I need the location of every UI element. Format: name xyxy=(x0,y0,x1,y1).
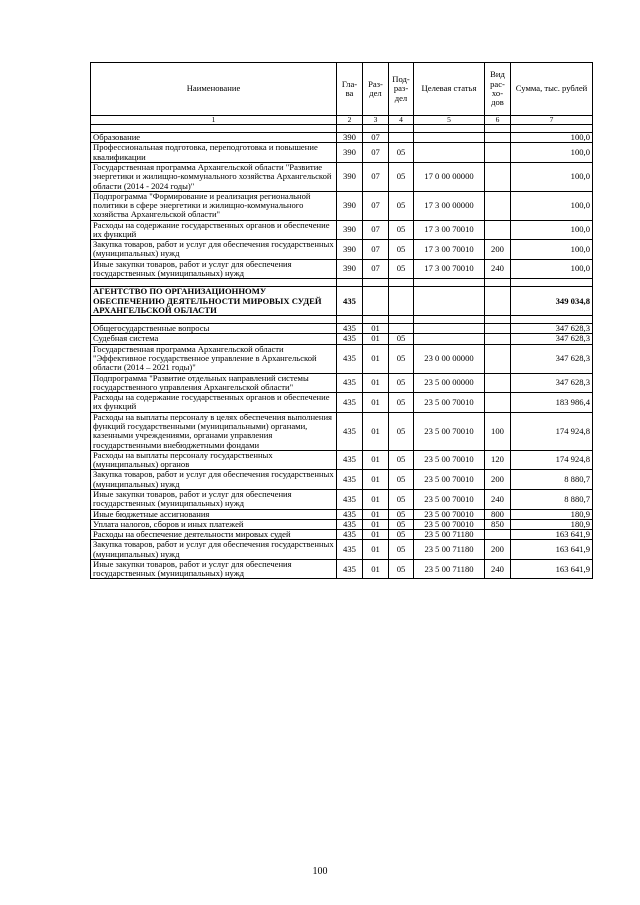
empty-cell xyxy=(414,125,485,133)
row-target-article: 17 3 00 70010 xyxy=(414,220,485,240)
row-chapter: 390 xyxy=(337,143,363,163)
row-subsection: 05 xyxy=(389,259,414,279)
row-subsection: 05 xyxy=(389,373,414,393)
row-sum: 180,9 xyxy=(511,519,593,529)
row-target-article: 17 3 00 70010 xyxy=(414,240,485,260)
budget-table xyxy=(90,62,593,579)
row-section: 01 xyxy=(363,393,389,413)
row-target-article: 23 5 00 70010 xyxy=(414,489,485,509)
col-number: 4 xyxy=(389,116,414,125)
row-sum: 347 628,3 xyxy=(511,373,593,393)
row-sum: 174 924,8 xyxy=(511,450,593,470)
row-expense-type xyxy=(485,324,511,334)
row-expense-type: 800 xyxy=(485,509,511,519)
row-section: 01 xyxy=(363,412,389,450)
row-target-article: 17 3 00 00000 xyxy=(414,191,485,220)
table-row xyxy=(91,259,593,279)
row-subsection: 05 xyxy=(389,191,414,220)
row-subsection: 05 xyxy=(389,540,414,560)
row-expense-type xyxy=(485,393,511,413)
row-target-article: 23 5 00 71180 xyxy=(414,540,485,560)
row-section: 01 xyxy=(363,540,389,560)
row-chapter: 390 xyxy=(337,220,363,240)
table-row xyxy=(91,393,593,413)
table-row xyxy=(91,373,593,393)
row-name: Расходы на содержание государственных органов и обеспечение их функций xyxy=(91,393,337,413)
table-row xyxy=(91,540,593,560)
row-name: Иные закупки товаров, работ и услуг для обеспечения государственных (муниципальных) нужд xyxy=(91,259,337,279)
col-number: 1 xyxy=(91,116,337,125)
row-sum: 163 641,9 xyxy=(511,559,593,579)
row-name: Закупка товаров, работ и услуг для обеспечения государственных (муниципальных) нужд xyxy=(91,240,337,260)
row-subsection: 05 xyxy=(389,450,414,470)
row-chapter: 435 xyxy=(337,344,363,373)
row-section: 01 xyxy=(363,470,389,490)
row-target-article: 23 0 00 00000 xyxy=(414,344,485,373)
row-sum: 347 628,3 xyxy=(511,344,593,373)
empty-cell xyxy=(337,279,363,287)
row-subsection: 05 xyxy=(389,509,414,519)
table-body xyxy=(91,125,593,579)
row-section: 01 xyxy=(363,450,389,470)
empty-cell xyxy=(91,279,337,287)
row-chapter: 435 xyxy=(337,559,363,579)
table-row xyxy=(91,412,593,450)
row-expense-type xyxy=(485,344,511,373)
row-name: Расходы на обеспечение деятельности мировых судей xyxy=(91,530,337,540)
row-section: 07 xyxy=(363,191,389,220)
row-target-article xyxy=(414,133,485,143)
row-name: Профессиональная подготовка, переподготовка и повышение квалификации xyxy=(91,143,337,163)
row-subsection: 05 xyxy=(389,559,414,579)
row-subsection: 05 xyxy=(389,489,414,509)
col-number: 5 xyxy=(414,116,485,125)
row-section: 01 xyxy=(363,489,389,509)
row-expense-type: 100 xyxy=(485,412,511,450)
row-subsection: 05 xyxy=(389,220,414,240)
row-section xyxy=(363,287,389,316)
row-section: 07 xyxy=(363,162,389,191)
spacer-row xyxy=(91,279,593,287)
empty-cell xyxy=(91,316,337,324)
row-section: 07 xyxy=(363,259,389,279)
row-section: 07 xyxy=(363,220,389,240)
table-row xyxy=(91,191,593,220)
row-target-article: 23 5 00 70010 xyxy=(414,519,485,529)
empty-cell xyxy=(485,279,511,287)
table-row xyxy=(91,509,593,519)
row-chapter: 435 xyxy=(337,373,363,393)
row-subsection xyxy=(389,287,414,316)
row-subsection: 05 xyxy=(389,530,414,540)
row-sum: 8 880,7 xyxy=(511,489,593,509)
row-name: Расходы на выплаты персоналу в целях обеспечения выполнения функций государственными (муниципальными) органами, казенными учреждениями, органами управления государственными внебюджетными фондами xyxy=(91,412,337,450)
empty-cell xyxy=(337,316,363,324)
header-chapter: Гла-ва xyxy=(337,63,363,116)
header-name: Наименование xyxy=(91,63,337,116)
row-section: 01 xyxy=(363,344,389,373)
row-subsection: 05 xyxy=(389,143,414,163)
row-section: 01 xyxy=(363,334,389,344)
row-target-article xyxy=(414,143,485,163)
row-sum: 349 034,8 xyxy=(511,287,593,316)
row-sum: 100,0 xyxy=(511,220,593,240)
table-row xyxy=(91,334,593,344)
row-chapter: 435 xyxy=(337,393,363,413)
row-section: 07 xyxy=(363,240,389,260)
row-target-article: 23 5 00 71180 xyxy=(414,559,485,579)
row-expense-type: 200 xyxy=(485,240,511,260)
row-sum: 347 628,3 xyxy=(511,324,593,334)
row-sum: 100,0 xyxy=(511,240,593,260)
empty-cell xyxy=(511,279,593,287)
table-row xyxy=(91,287,593,316)
row-section: 01 xyxy=(363,559,389,579)
table-row xyxy=(91,324,593,334)
row-expense-type: 240 xyxy=(485,259,511,279)
row-expense-type: 240 xyxy=(485,489,511,509)
row-target-article xyxy=(414,334,485,344)
row-subsection: 05 xyxy=(389,162,414,191)
row-sum: 100,0 xyxy=(511,143,593,163)
table-row xyxy=(91,220,593,240)
row-sum: 183 986,4 xyxy=(511,393,593,413)
row-sum: 163 641,9 xyxy=(511,540,593,560)
row-chapter: 435 xyxy=(337,324,363,334)
row-subsection xyxy=(389,324,414,334)
row-expense-type xyxy=(485,287,511,316)
column-number-row xyxy=(91,116,593,125)
table-row xyxy=(91,240,593,260)
table-row xyxy=(91,143,593,163)
table-row xyxy=(91,470,593,490)
row-chapter: 435 xyxy=(337,519,363,529)
row-target-article xyxy=(414,324,485,334)
row-section: 01 xyxy=(363,373,389,393)
empty-cell xyxy=(511,316,593,324)
row-sum: 163 641,9 xyxy=(511,530,593,540)
row-name: Государственная программа Архангельской области "Эффективное государственное управление в Архангельской области (2014 – 2021 годы)" xyxy=(91,344,337,373)
empty-cell xyxy=(337,125,363,133)
row-expense-type: 200 xyxy=(485,540,511,560)
row-sum: 347 628,3 xyxy=(511,334,593,344)
row-subsection: 05 xyxy=(389,393,414,413)
row-subsection: 05 xyxy=(389,334,414,344)
empty-cell xyxy=(91,125,337,133)
row-sum: 100,0 xyxy=(511,191,593,220)
row-target-article: 23 5 00 70010 xyxy=(414,470,485,490)
table-row xyxy=(91,519,593,529)
empty-cell xyxy=(511,125,593,133)
row-name: Уплата налогов, сборов и иных платежей xyxy=(91,519,337,529)
row-target-article: 23 5 00 00000 xyxy=(414,373,485,393)
row-chapter: 435 xyxy=(337,540,363,560)
row-subsection: 05 xyxy=(389,240,414,260)
row-expense-type xyxy=(485,162,511,191)
row-subsection: 05 xyxy=(389,470,414,490)
row-name: Государственная программа Архангельской области "Развитие энергетики и жилищно-коммунального хозяйства Архангельской области (2014 - 2024 годы)" xyxy=(91,162,337,191)
empty-cell xyxy=(414,279,485,287)
row-name: Подпрограмма "Развитие отдельных направлений системы государственного управления Архангельской области" xyxy=(91,373,337,393)
row-chapter: 390 xyxy=(337,259,363,279)
row-name: Образование xyxy=(91,133,337,143)
row-section: 01 xyxy=(363,509,389,519)
header-expense-type: Вид рас-хо-дов xyxy=(485,63,511,116)
row-sum: 100,0 xyxy=(511,259,593,279)
row-chapter: 435 xyxy=(337,412,363,450)
row-sum: 100,0 xyxy=(511,162,593,191)
row-target-article: 23 5 00 70010 xyxy=(414,393,485,413)
row-sum: 174 924,8 xyxy=(511,412,593,450)
row-name: Закупка товаров, работ и услуг для обеспечения государственных (муниципальных) нужд xyxy=(91,540,337,560)
empty-cell xyxy=(363,316,389,324)
row-section: 07 xyxy=(363,143,389,163)
col-number: 2 xyxy=(337,116,363,125)
row-chapter: 435 xyxy=(337,530,363,540)
col-number: 3 xyxy=(363,116,389,125)
table-row xyxy=(91,133,593,143)
row-chapter: 435 xyxy=(337,287,363,316)
row-name: АГЕНТСТВО ПО ОРГАНИЗАЦИОННОМУ ОБЕСПЕЧЕНИЮ ДЕЯТЕЛЬНОСТИ МИРОВЫХ СУДЕЙ АРХАНГЕЛЬСКОЙ ОБЛАСТИ xyxy=(91,287,337,316)
spacer-row xyxy=(91,316,593,324)
table-row xyxy=(91,489,593,509)
header-target-article: Целевая статья xyxy=(414,63,485,116)
row-expense-type xyxy=(485,220,511,240)
row-target-article: 23 5 00 70010 xyxy=(414,450,485,470)
col-number: 7 xyxy=(511,116,593,125)
table-row xyxy=(91,162,593,191)
row-target-article: 23 5 00 70010 xyxy=(414,509,485,519)
row-expense-type: 850 xyxy=(485,519,511,529)
row-section: 01 xyxy=(363,530,389,540)
row-name: Иные закупки товаров, работ и услуг для обеспечения государственных (муниципальных) нужд xyxy=(91,489,337,509)
row-chapter: 390 xyxy=(337,191,363,220)
row-name: Иные закупки товаров, работ и услуг для обеспечения государственных (муниципальных) нужд xyxy=(91,559,337,579)
row-name: Общегосударственные вопросы xyxy=(91,324,337,334)
row-expense-type xyxy=(485,334,511,344)
row-subsection: 05 xyxy=(389,519,414,529)
row-chapter: 435 xyxy=(337,334,363,344)
row-chapter: 390 xyxy=(337,133,363,143)
row-target-article xyxy=(414,287,485,316)
row-target-article: 23 5 00 70010 xyxy=(414,412,485,450)
row-target-article: 23 5 00 71180 xyxy=(414,530,485,540)
row-sum: 100,0 xyxy=(511,133,593,143)
spacer-row xyxy=(91,125,593,133)
row-chapter: 435 xyxy=(337,450,363,470)
row-name: Судебная система xyxy=(91,334,337,344)
row-name: Закупка товаров, работ и услуг для обеспечения государственных (муниципальных) нужд xyxy=(91,470,337,490)
empty-cell xyxy=(389,316,414,324)
row-section: 07 xyxy=(363,133,389,143)
row-sum: 8 880,7 xyxy=(511,470,593,490)
row-sum: 180,9 xyxy=(511,509,593,519)
page-number: 100 xyxy=(312,866,328,877)
row-subsection: 05 xyxy=(389,412,414,450)
row-name: Подпрограмма "Формирование и реализация региональной политики в сфере энергетики и жилищно-коммунального хозяйства Архангельской области" xyxy=(91,191,337,220)
header-sum: Сумма, тыс. рублей xyxy=(511,63,593,116)
row-expense-type: 120 xyxy=(485,450,511,470)
empty-cell xyxy=(363,279,389,287)
empty-cell xyxy=(485,316,511,324)
row-chapter: 390 xyxy=(337,240,363,260)
row-expense-type xyxy=(485,373,511,393)
table-row xyxy=(91,450,593,470)
row-chapter: 390 xyxy=(337,162,363,191)
row-expense-type xyxy=(485,530,511,540)
row-expense-type: 240 xyxy=(485,559,511,579)
row-chapter: 435 xyxy=(337,509,363,519)
table-row xyxy=(91,530,593,540)
row-name: Иные бюджетные ассигнования xyxy=(91,509,337,519)
header-section: Раз-дел xyxy=(363,63,389,116)
row-expense-type xyxy=(485,133,511,143)
row-target-article: 17 3 00 70010 xyxy=(414,259,485,279)
empty-cell xyxy=(363,125,389,133)
row-expense-type xyxy=(485,143,511,163)
empty-cell xyxy=(389,279,414,287)
row-name: Расходы на выплаты персоналу государственных (муниципальных) органов xyxy=(91,450,337,470)
row-expense-type xyxy=(485,191,511,220)
row-chapter: 435 xyxy=(337,489,363,509)
row-name: Расходы на содержание государственных органов и обеспечение их функций xyxy=(91,220,337,240)
row-expense-type: 200 xyxy=(485,470,511,490)
row-chapter: 435 xyxy=(337,470,363,490)
header-row xyxy=(91,63,593,116)
row-section: 01 xyxy=(363,324,389,334)
col-number: 6 xyxy=(485,116,511,125)
row-subsection: 05 xyxy=(389,344,414,373)
row-subsection xyxy=(389,133,414,143)
header-subsection: Под-раз-дел xyxy=(389,63,414,116)
empty-cell xyxy=(414,316,485,324)
table-row xyxy=(91,559,593,579)
table-row xyxy=(91,344,593,373)
row-section: 01 xyxy=(363,519,389,529)
empty-cell xyxy=(389,125,414,133)
row-target-article: 17 0 00 00000 xyxy=(414,162,485,191)
empty-cell xyxy=(485,125,511,133)
